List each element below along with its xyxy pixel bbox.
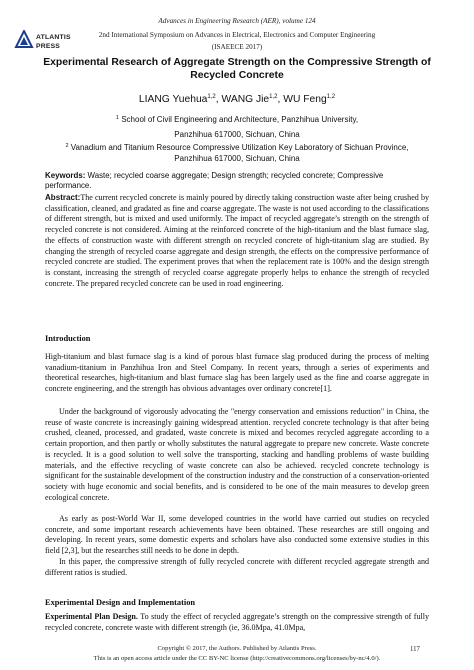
paragraph: In this paper, the compressive strength of fully recycled concrete with different recycled aggregate strength and different ratios is studied. [45,557,429,577]
affiliation-1: $^1$ School of Civil Engineering and Architecture, Panzhihua University, Panzhihua 617000, Sichuan, China [115,115,359,139]
journal-header: Advances in Engineering Research (AER), volume 124 [158,17,316,25]
author-affil-sup: 1,2 [207,94,216,100]
abstract-label: Abstract: [45,193,81,202]
author-affil-sup: 1,2 [326,94,336,100]
logo-text-line1: ATLANTIS [36,34,71,41]
author-name: WANG Jie [221,94,270,105]
abstract [45,193,429,289]
conference-abbrev: (ISAEECE 2017) [211,43,263,51]
subsection-label: Experimental Plan Design. [45,612,138,621]
logo-text-line2: PRESS [36,43,61,50]
keywords-text: Waste; recycled coarse aggregate; Design strength; recycled concrete; Compressive performance. [45,171,384,190]
author-list: LIANG Yuehua$^{1,2}$, WANG Jie$^{1,2}$, WU Feng$^{1,2}$ [138,94,336,105]
paragraph: High-titanium and blast furnace slag is a kind of porous blast furnace slag produced during the process of melting vanadium-titanium in Panzhihua Iron and Steel Company. In recent years, through a series of experiments and theoretical researches, high-titanium and blast furnace slag has been largely used as the fine and coarse aggregate in concrete engineering, and the strength has obvious advantages over ordinary concrete[1]. [45,352,429,394]
paragraph: As early as post-World War II, some developed countries in the world have carried out studies on recycled concrete, and some important research achievements have been obtained. These researches are still ongoing and developing. In recent years, some domestic experts and scholars have also conducted some extensive studies in this field [2,3], but the researches still needs to be done in depth. [45,514,429,556]
paragraph: Experimental Plan Design. To study the effect of recycled aggregate’s strength on the compressive strength of fully recycled concrete, concrete waste with different strength (ie, 36.0Mpa, 41.0Mpa, [45,612,429,632]
author-name: WU Feng [283,94,327,105]
conference-header: 2nd International Symposium on Advances in Electrical, Electronics and Computer Engineering [98,31,376,39]
keywords-label: Keywords: [45,171,86,180]
license-notice: This is an open access article under the CC BY-NC license (http://creativecommons.org/licenses/by-nc/4.0/). [93,655,381,662]
paragraph: Under the background of vigorously advocating the "energy conservation and emissions reduction" in China, the reuse of waste concrete is increasingly gaining widespread attention. recycled concrete technology is that after being crushed, cleaned, processed, and gradated, waste concrete is mixed and becomes recycled aggregate according to a certain proportion, and then partly or wholly substitutes the natural aggregate to prepare new concrete. Waste concrete is recycled. It is a good solution to well solve the transporting, stacking and handling problems of waste building materials, and the effective recycling of waste concrete can also be achieved. recycled concrete technology is significant for the sustainable development of the construction industry and the construction of a conservation-oriented society with huge economic and social benefits, and is considered to be one of the main measures to develop green ecological concrete. [45,407,429,502]
section-heading-design: Experimental Design and Implementation [45,598,196,607]
page-number: 117 [410,646,420,653]
author-name: LIANG Yuehua [138,94,208,105]
abstract-text: The current recycled concrete is mainly poured by directly taking construction waste after being crushed by classification, cleaned, and gradated as fine and coarse aggregate. The waste is not used according to the classifications of different strength, but is mixed and used uniformly. The impact of recycled aggregate’s strength on the strength of recycled concrete is not considered. Aiming at the reinforced concrete of the high-titanium and the blast furnace slag, the effects of construction waste with different strength on recycled concrete of high-titanium slag are studied. By changing the strength of recycled coarse aggregate and design strength, the effects on the compressive performance of recycled concrete are studied. The experiment proves that when the replacement rate is 100% and the design strength is constant, increasing the strength of recycled coarse aggregate properly helps to enhance the strength of recycled concrete. The prepared recycled concrete can be used in road engineering. [45,193,429,288]
keywords [45,171,429,191]
copyright-notice: Copyright © 2017, the Authors. Published by Atlantis Press. [157,645,317,652]
paper-title: Experimental Research of Aggregate Strength on the Compressive Strength of Recycled Concrete [43,57,431,81]
author-affil-sup: 1,2 [269,94,278,100]
affiliation-2: $^2$ Vanadium and Titanium Resource Compressive Utilization Key Laboratory of Sichuan Province, Panzhihua 617000, Sichuan, China [65,143,409,163]
section-heading-introduction: Introduction [45,334,91,343]
